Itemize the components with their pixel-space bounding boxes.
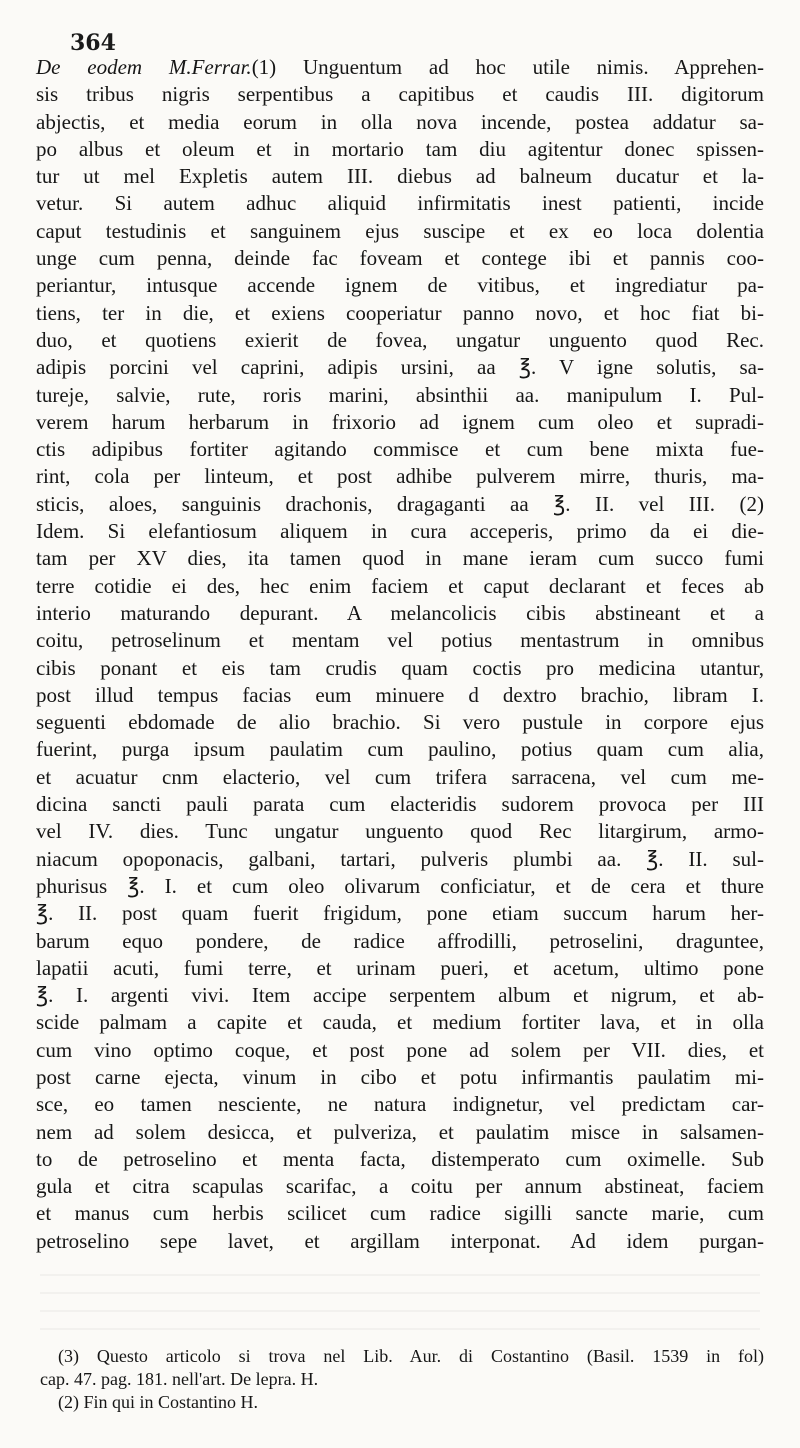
text-line: cibis ponant et eis tam crudis quam coctis pro medicina utantur,: [36, 655, 764, 680]
text-line: unge cum penna, deinde fac foveam et contege ibi et pannis coo-: [36, 246, 764, 271]
text-line: duo, et quotiens exierit de fovea, ungatur unguento quod Rec.: [36, 327, 764, 352]
text-line: sce, eo tamen nesciente, ne natura indignetur, vel predictam car-: [36, 1092, 764, 1117]
text-line: coitu, petroselinum et mentam vel potius mentastrum in omnibus: [36, 628, 764, 653]
footnote-line: (2) Fin qui in Costantino H.: [58, 1392, 259, 1412]
text-line: tureje, salvie, rute, roris marini, absinthii aa. manipulum I. Pul-: [36, 382, 764, 407]
text-line: post illud tempus facias eum minuere d dextro brachio, libram I.: [36, 682, 764, 707]
text-line: periantur, intusque accende ignem de vitibus, et ingrediatur pa-: [36, 273, 764, 298]
text-line: vetur. Si autem adhuc aliquid infirmitatis inest patienti, incide: [36, 191, 764, 216]
text-line: [36, 54, 764, 81]
text-line: cum vino optimo coque, et post pone ad solem per VII. dies, et: [36, 1037, 764, 1062]
text-line: barum equo pondere, de radice affrodilli, petroselini, draguntee,: [36, 928, 764, 953]
text-line-content: (1) Unguentum ad hoc utile nimis. Apprehen-: [251, 55, 765, 79]
text-line: adipis porcini vel caprini, adipis ursini, aa ℥. V igne solutis, sa-: [36, 355, 764, 380]
text-line: tam per XV dies, ita tamen quod in mane ieram cum succo fumi: [36, 546, 764, 571]
text-line: tiens, ter in die, et exiens cooperiatur panno novo, et hoc fiat bi-: [36, 300, 764, 325]
text-line: nem ad solem desicca, et pulveriza, et paulatim misce in salsamen-: [36, 1119, 764, 1144]
text-line: verem harum herbarum in frixorio ad ignem cum oleo et supradi-: [36, 409, 764, 434]
section-heading: De eodem M.Ferrar.: [36, 55, 252, 79]
text-line: fuerint, purga ipsum paulatim cum paulino, potius quam cum alia,: [36, 737, 764, 762]
text-line: terre cotidie ei des, hec enim faciem et caput declarant et feces ab: [36, 573, 764, 598]
text-line: rint, cola per linteum, et post adhibe pulverem mirre, thuris, ma-: [36, 464, 764, 489]
text-line: et manus cum herbis scilicet cum radice sigilli sancte marie, cum: [36, 1201, 764, 1226]
text-line: caput testudinis et sanguinem ejus suscipe et ex eo loca dolentia: [36, 218, 764, 243]
text-line: ctis adipibus fortiter agitando commisce et cum bene mixta fue-: [36, 437, 764, 462]
text-line: Idem. Si elefantiosum aliquem in cura acceperis, primo da ei die-: [36, 519, 764, 544]
text-line: abjectis, et media eorum in olla nova incende, postea addatur sa-: [36, 109, 764, 134]
text-line: tur ut mel Expletis autem III. diebus ad balneum ducatur et la-: [36, 164, 764, 189]
text-line: po albus et oleum et in mortario tam diu agitentur donec spissen-: [36, 136, 764, 161]
page-number: 364: [70, 30, 116, 56]
text-line: ℥. II. post quam fuerit frigidum, pone etiam succum harum her-: [36, 901, 764, 926]
footnote-line: (3) Questo articolo si trova nel Lib. Aur. di Costantino (Basil. 1539 in fol): [58, 1346, 764, 1366]
text-line: phurisus ℥. I. et cum oleo olivarum conficiatur, et de cera et thure: [36, 873, 764, 898]
text-line: dicina sancti pauli parata cum elacteridis sudorem provoca per III: [36, 792, 764, 817]
text-line: seguenti ebdomade de alio brachio. Si vero pustule in corpore ejus: [36, 710, 764, 735]
text-line: lapatii acuti, fumi terre, et urinam pueri, et acetum, ultimo pone: [36, 955, 764, 980]
text-line: interio maturando depurant. A melancolicis cibis abstineant et a: [36, 600, 764, 625]
text-line: to de petroselino et menta facta, distemperato cum oximelle. Sub: [36, 1146, 764, 1171]
text-line: ℥. I. argenti vivi. Item accipe serpentem album et nigrum, et ab-: [36, 983, 764, 1008]
footnote-line: cap. 47. pag. 181. nell'art. De lepra. H.: [40, 1369, 319, 1389]
text-line: sticis, aloes, sanguinis drachonis, dragaganti aa ℥. II. vel III. (2): [36, 491, 764, 516]
text-line: vel IV. dies. Tunc ungatur unguento quod Rec litargirum, armo-: [36, 819, 764, 844]
body-text: [36, 54, 764, 1255]
text-line: petroselino sepe lavet, et argillam interponat. Ad idem purgan-: [36, 1228, 764, 1253]
text-line: et acuatur cnm elacterio, vel cum trifera sarracena, vel cum me-: [36, 764, 764, 789]
footnotes: [40, 1345, 764, 1414]
text-line: gula et citra scapulas scarifac, a coitu per annum abstineat, faciem: [36, 1174, 764, 1199]
text-line: sis tribus nigris serpentibus a capitibus et caudis III. digitorum: [36, 82, 764, 107]
text-line: niacum opoponacis, galbani, tartari, pulveris plumbi aa. ℥. II. sul-: [36, 846, 764, 871]
text-line: post carne ejecta, vinum in cibo et potu infirmantis paulatim mi-: [36, 1064, 764, 1089]
text-line: scide palmam a capite et cauda, et medium fortiter lava, et in olla: [36, 1010, 764, 1035]
